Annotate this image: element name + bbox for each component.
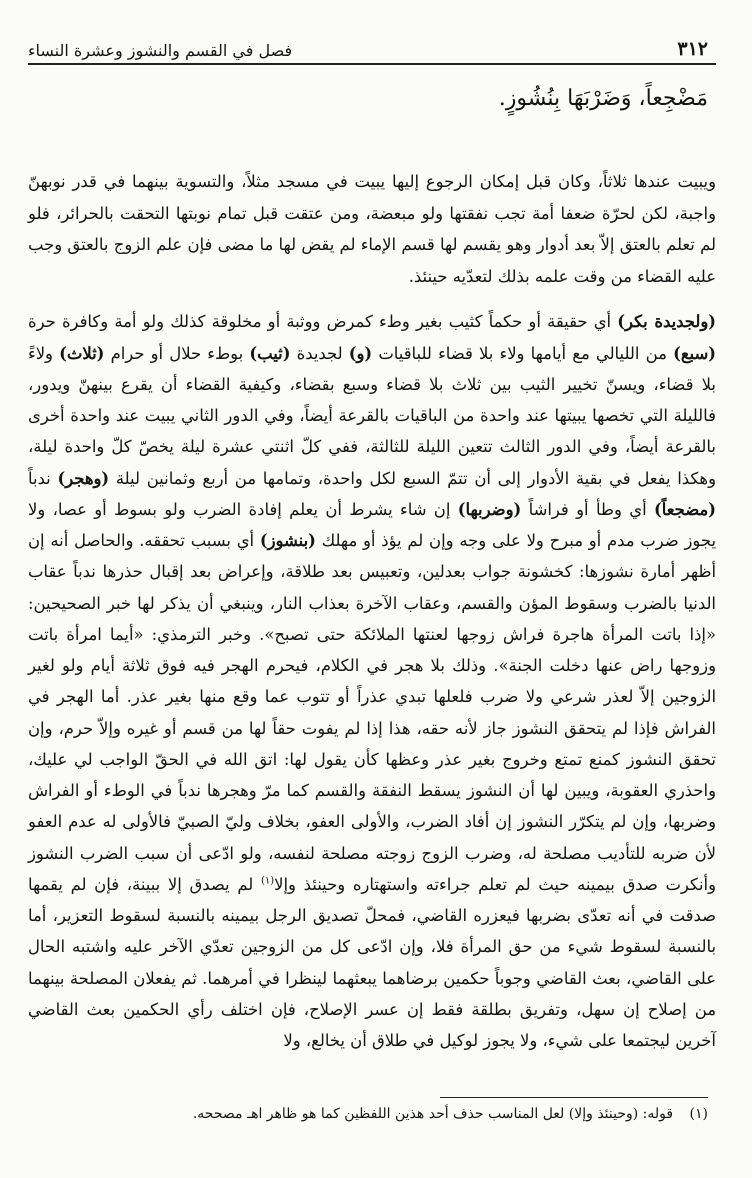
matn-term: (ثيب) [249, 343, 291, 363]
page-number: ٣١٢ [677, 38, 708, 61]
commentary-text: أي بسبب تحققه. والحاصل أنه إن أظهر أمارة نشوزها: كخشونة جواب بعدلين، وتعبيس بعد طلاقة، وإعراض بعد إقبال حذرها ندباً عقاب الدنيا بالضرب وسقوط المؤن والقسم، وعقاب الآخرة بعذاب النار، وينبغي أن يذكر لها خبر الصحيحين: «إذا باتت المرأة هاجرة فراش زوجها لعنتها الملائكة حتى تصبح». وخبر الترمذي: «أيما امرأة باتت وزوجها راض عنها دخلت الجنة». وذلك بلا هجر في الكلام، فيحرم الهجر فيه فوق ثلاثة أيام ولو لغير الزوجين إلاّ لعذر شرعي ولا ضرب فلعلها تبدي عذراً أو تتوب عما وقع منها بغير عذر. أما الهجر في الفراش فإذا لم يتحقق النشوز جاز لأنه حقه، هذا إذا لم يفوت حقاً لها من قسم أو غيره وإلاّ حرم، وإن تحقق النشوز كمنع تمتع وخروج بغير عذر وعظها كأن يقول لها: اتق الله في الحقّ الواجب لي عليك، واحذري العقوبة، ويبين لها أن النشوز يسقط النفقة والقسم كما مرّ وهجرها ندباً في الوطء أو الفراش وضربها، وإن لم يتكرّر النشوز إن أفاد الضرب، والأولى العفو، بخلاف وليّ الصبيّ فالأولى له عدم العفو لأن ضربه للتأديب مصلحة له، وضرب الزوج زوجته مصلحة لنفسه، ولو ادّعى أن سبب الضرب النشوز وأنكرت صدق بيمينه حيث لم تعلم جراءته واستهتاره وحينئذ وإلا [28, 531, 717, 894]
matn-term: (وهجر) [57, 468, 110, 488]
commentary-text: أي حقيقة أو حكماً كثيب بغير وطء كمرض ووثبة أو مخلوقة كذلك ولو أمة وكافرة حرة [28, 312, 618, 332]
commentary-text: ولاءً بلا قضاء، ويسنّ تخيير الثيب بين ثلاث بلا قضاء وسبع بقضاء، وكيفية القضاء أن يقرع بينهنّ ويدور، فالليلة التي تخصها يبيتها عند واحدة من الباقيات بالقرعة أيضاً، وفي الدور الثاني يبيت عند واحدة أخرى بالقرعة أيضاً، وفي الدور الثالث تتعين الليلة للثالثة، ففي كلّ اثنتي عشرة ليلة يخصّ كلّ واحدة ليلة، وهكذا يفعل في بقية الأدوار إلى أن تتمّ السبع لكل واحدة، وتمامها من أربع وثمانين ليلة [28, 343, 716, 488]
commentary-text: لم يصدق إلا ببينة، فإن لم يقمها صدقت في أنه تعدّى بضربها فيعزره القاضي، فمحلّ تصديق الرجل بيمينه بالنسبة لسقوط التعزير، أما بالنسبة لسقوط شيء من حق المرأة فلا، وإن ادّعى كل من الزوجين تعدّي الآخر عليه واشتبه الحال على القاضي، بعث القاضي وجوباً حكمين برضاهما يبعثهما لينظرا في أمرهما. ثم يفعلان المصلحة بينهما من إصلاح إن سهل، وتفريق بطلقة فقط إن عسر الإصلاح، فإن اختلف رأي الحكمين بعث القاضي آخرين ليجتمعا على شيء، ولا يجوز لوكيل في طلاق أن يخالع، ولا [28, 874, 716, 1051]
matn-term: (بنشوز) [259, 531, 316, 551]
footnote-text: قوله: (وحينئذ وإلا) لعل المناسب حذف أحد هذين اللفظين كما هو ظاهر اهـ مصححه. [192, 1106, 674, 1122]
matn-term: (سبع) [673, 343, 716, 363]
commentary-text: لجديدة [290, 343, 349, 363]
matn-term: (ولجديدة بكر) [617, 312, 716, 332]
commentary-text: بوطء حلال أو حرام [104, 343, 250, 363]
chapter-title: فصل في القسم والنشوز وعشرة النساء [28, 41, 293, 61]
commentary-paragraph-1: ويبيت عندها ثلاثاً، وكان قبل إمكان الرجوع إليها يبيت في مسجد مثلاً، والتسوية بينهما في قدر نوبهنّ واجبة، لكن لحرّة ضعفا أمة تجب نفقتها ولو مبعضة، ومن عتقت قبل تمام نوبتها التحقت بالحرائر، فلو لم تعلم بالعتق إلاّ بعد أدوار وهو يقسم لها قسم الإماء لم يقض لها ما مضى فإن علم الزوج بالعتق وجب عليه القضاء من وقت علمه بذلك لتعدّيه حينئذ. [28, 172, 716, 286]
footnote [28, 1104, 708, 1125]
matn-term: (وضربها) [457, 499, 522, 519]
commentary-text: من الليالي مع أيامها ولاء بلا قضاء للباقيات [372, 343, 674, 363]
running-header [28, 30, 708, 60]
footnote-marker: (١) [260, 875, 275, 887]
footnote-number: (١) [689, 1106, 708, 1122]
matn-line: مَضْجِعاً، وَضَرْبَهَا بِنُشُوزٍ. [498, 86, 708, 111]
matn-term: (و) [348, 343, 373, 363]
commentary-text: أي وطأ أو فراشاً [521, 499, 654, 519]
commentary-paragraph-2 [28, 306, 716, 1056]
matn-term: (مضجعاً) [653, 499, 716, 519]
commentary-text: إن شاء يشرط أن يعلم إفادة الضرب ولو بسوط أو عصا، ولا يجوز ضرب مدم أو مبرح ولا على وجه وإن لم يؤذ أو مهلك [28, 499, 716, 551]
footnote-rule [440, 1097, 708, 1098]
matn-term: (ثلاث) [59, 343, 105, 363]
commentary-text: ندباً [28, 468, 58, 488]
header-rule [28, 63, 716, 65]
